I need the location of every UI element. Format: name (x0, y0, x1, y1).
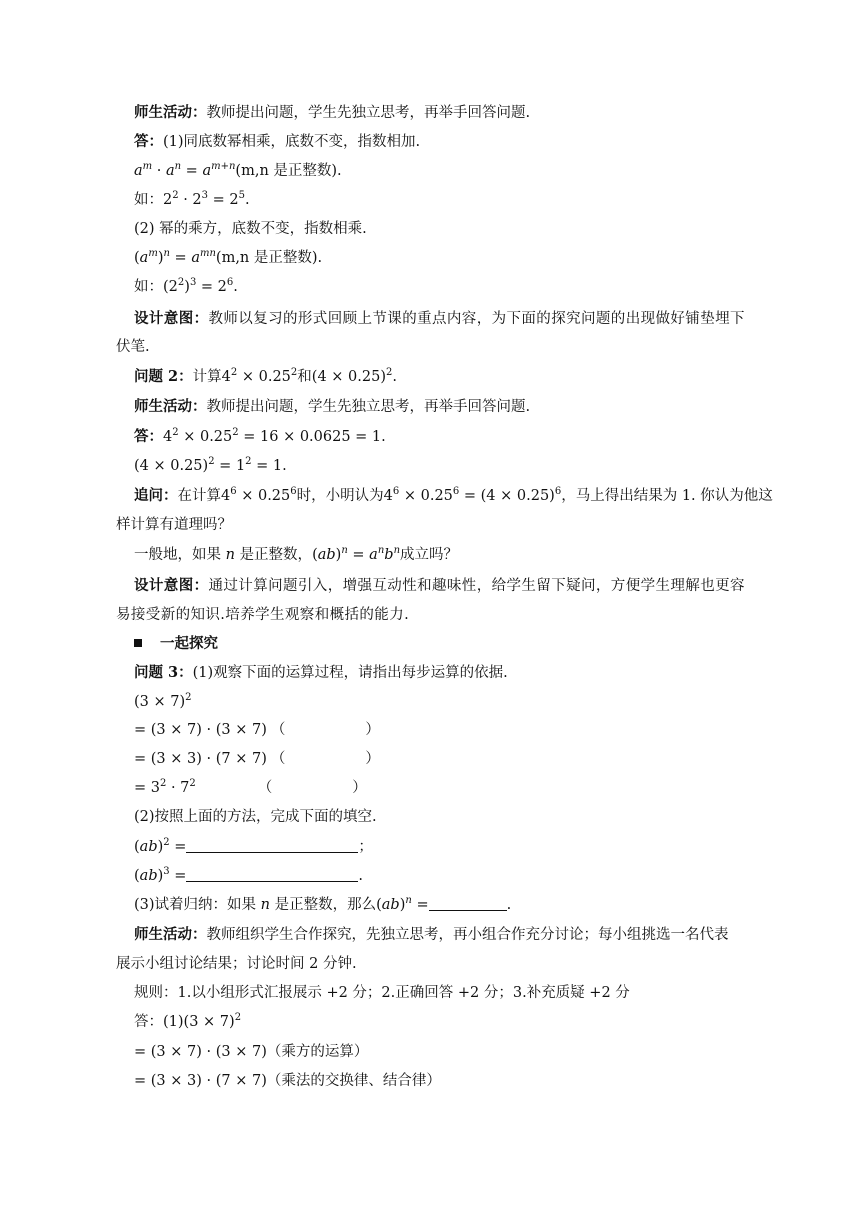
design-intent-2-cont (116, 605, 409, 625)
answer-derivation-2: = (3 × 3) · (7 × 7)（乘法的交换律、结合律） (134, 1073, 441, 1089)
general-question: 一般地，如果 n 是正整数，$(ab)^n = a^nb^n$成立吗？ (134, 545, 459, 563)
text: 一起探究 (160, 635, 218, 652)
problem-3 (134, 663, 508, 683)
example-line-2: 如：$(2^2)^3 = 2^6$. (134, 277, 238, 295)
text: 是正整数， (239, 547, 313, 563)
derivation-step-3: = $3^2 \cdot 7^2$ （ ） (134, 778, 367, 796)
square-bullet-icon (134, 639, 142, 647)
text: 和 (297, 369, 312, 385)
label-follow-up: 追问： (134, 487, 178, 504)
label-problem-2: 问题 2： (134, 368, 193, 385)
text: ，马上得出结果为 1. 你认为他这 (561, 488, 773, 504)
text: 易接受新的知识.培养学生观察和概括的能力. (116, 607, 410, 623)
text: 一般地，如果 (134, 547, 221, 563)
text: . (358, 868, 364, 884)
text: 是正整数，那么 (274, 897, 377, 913)
text: （乘法的交换律、结合律） (266, 1073, 441, 1089)
design-intent-1 (134, 309, 745, 329)
design-intent-1-cont (116, 337, 150, 357)
text: (2)按照上面的方法，完成下面的填空. (134, 809, 377, 825)
activity-line-3 (134, 925, 729, 945)
text: . (506, 897, 512, 913)
text: 样计算有道理吗？ (116, 517, 232, 533)
text: 通过计算问题引入，增强互动性和趣味性，给学生留下疑问，方便学生理解也更容 (208, 578, 745, 594)
derivation-step-1: = (3 × 7) · (3 × 7) （ ） (134, 722, 380, 738)
answer-line-3: 答：$4^2 \times 0.25^2 = 16 \times 0.0625 = 1$. (134, 427, 386, 445)
label-answer: 答： (134, 428, 163, 445)
answer-blank[interactable] (429, 896, 507, 911)
label-teacher-student-activity: 师生活动： (134, 926, 207, 943)
section-heading-explore (134, 634, 218, 654)
fill-blank-ab-squared: (ab)$^2$ = ； (134, 837, 373, 855)
label-problem-3: 问题 3： (134, 664, 193, 681)
text: 教师组织学生合作探究，先独立思考，再小组合作充分讨论；每小组挑选一名代表 (206, 927, 729, 943)
label-design-intent: 设计意图： (134, 310, 209, 327)
problem-3-part-3: (3)试着归纳：如果 n 是正整数，那么(ab)$^n$ = . (134, 895, 512, 913)
formula-power-rule: $(a^m)^n = a^{mn}(m,n$ 是正整数). (134, 248, 323, 266)
label-teacher-student-activity: 师生活动： (134, 104, 207, 121)
label-design-intent: 设计意图： (134, 577, 209, 594)
text: (1)同底数幂相乘，底数不变，指数相加. (163, 134, 421, 150)
text: 展示小组讨论结果；讨论时间 2 分钟. (116, 956, 357, 972)
formula-product-rule: $a^m \cdot a^n = a^{m+n}(m,n$ 是正整数). (134, 161, 342, 179)
answer-derivation-0: 答：$(1)(3 \times 7)^2$ (134, 1012, 242, 1030)
text: （乘方的运算） (266, 1044, 369, 1060)
text: (3)试着归纳：如果 (134, 897, 257, 913)
answer-line-2 (134, 219, 367, 239)
text: 伏笔. (116, 339, 150, 355)
answer-derivation-1: = (3 × 7) · (3 × 7)（乘方的运算） (134, 1044, 369, 1060)
text: (2) 幂的乘方，底数不变，指数相乘. (134, 221, 367, 237)
derivation-step-2: = (3 × 3) · (7 × 7) （ ） (134, 751, 380, 767)
answer-blank[interactable] (186, 867, 358, 882)
example-line-1: 如：$2^2 \cdot 2^3 = 2^5$. (134, 190, 250, 208)
text: 教师以复习的形式回顾上节课的重点内容，为下面的探究问题的出现做好铺垫埋下 (208, 311, 745, 327)
text: 答：(1) (134, 1014, 184, 1030)
follow-up-cont (116, 515, 232, 535)
activity-line-3-cont (116, 954, 357, 974)
label-teacher-student-activity: 师生活动： (134, 398, 207, 415)
text: 规则：1.以小组形式汇报展示 +2 分；2.正确回答 +2 分；3.补充质疑 +2 分 (134, 985, 630, 1001)
text: 成立吗？ (400, 547, 459, 563)
text: 在计算 (177, 488, 221, 504)
activity-line-2 (134, 397, 530, 417)
answer-line-4: $(4 \times 0.25)^2 = 1^2 = 1$. (134, 456, 287, 474)
text: 计算 (192, 369, 222, 385)
label-answer: 答： (134, 133, 163, 150)
problem-3-part-2 (134, 807, 377, 827)
text: (1)观察下面的运算过程，请指出每步运算的依据. (192, 665, 508, 681)
fill-blank-ab-cubed: (ab)$^3$ = . (134, 866, 364, 884)
problem-2: 问题 2：计算$4^2 \times 0.25^2$和$(4 \times 0.25)^2$. (134, 367, 397, 385)
follow-up-question: 追问：在计算$4^6 \times 0.25^6$时，小明认为$4^6 \times 0.25^6 = (4 \times 0.25)^6$，马上得出结果为 1. 你认为他这 (134, 486, 773, 504)
design-intent-2 (134, 576, 745, 596)
text: (m,n 是正整数). (235, 163, 342, 179)
answer-blank[interactable] (186, 838, 358, 853)
text: 教师提出问题，学生先独立思考，再举手回答问题. (206, 399, 531, 415)
text: ； (358, 839, 373, 855)
rules-line (134, 983, 630, 1003)
text: 时，小明认为 (296, 488, 384, 504)
text: (m,n 是正整数). (215, 250, 323, 266)
activity-line-1 (134, 103, 530, 123)
derivation-step-0: $(3 \times 7)^2$ (134, 692, 192, 710)
text: 教师提出问题，学生先独立思考，再举手回答问题. (206, 105, 531, 121)
text: 如： (134, 192, 163, 208)
text: 如： (134, 279, 163, 295)
answer-line-1 (134, 132, 420, 152)
